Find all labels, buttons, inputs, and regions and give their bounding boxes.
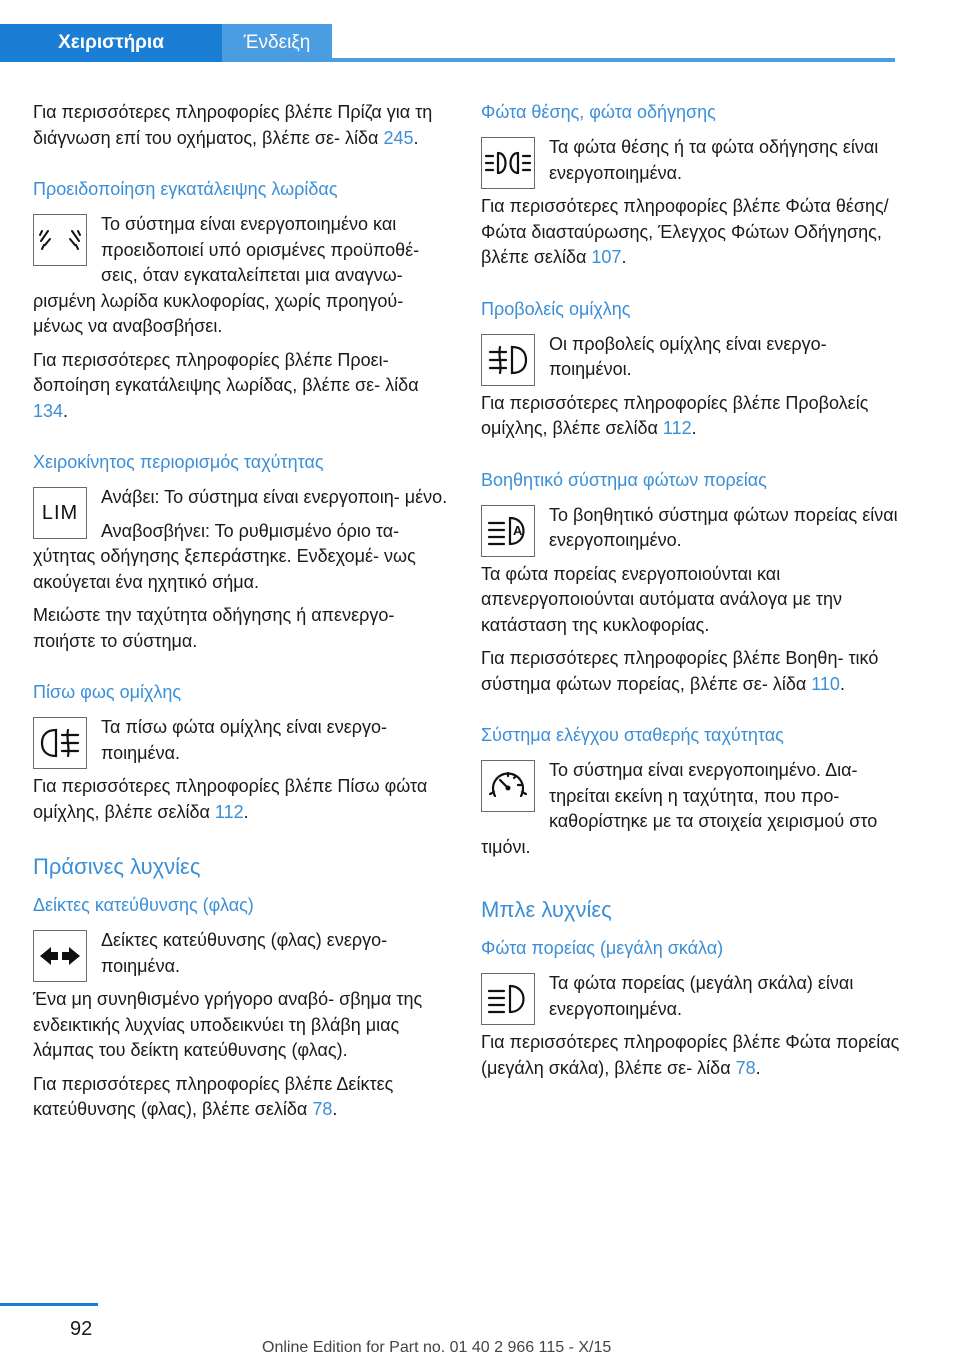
speed-limit-action: Μειώστε την ταχύτητα οδήγησης ή απενεργο‐ ποιήστε το σύστημα.	[33, 605, 395, 651]
turn-signal-more: Για περισσότερες πληροφορίες βλέπε Δείκτες κατεύθυνσης (φλας), βλέπε σελίδα 78.	[33, 1073, 394, 1119]
high-beam-more: Για περισσότερες πληροφορίες βλέπε Φώτα πορείας (μεγάλη σκάλα), βλέπε σε‐ λίδα 78.	[481, 1032, 900, 1078]
page-link[interactable]: 107	[591, 247, 622, 267]
left-column	[33, 100, 453, 1131]
front-fog-entry	[481, 332, 901, 391]
lim-icon: LIM	[33, 487, 87, 539]
high-beam-entry	[481, 971, 901, 1030]
speed-limit-title: Χειροκίνητος περιορισμός ταχύτητας	[33, 452, 324, 472]
green-lamps-heading: Πράσινες λυχνίες	[33, 854, 201, 879]
high-beam-assist-auto: Τα φώτα πορείας ενεργοποιούνται και απενεργοποιούνται αυτόματα ανάλογα με την κατάσταση της κυκλοφορίας.	[481, 563, 843, 635]
rear-fog-desc: Τα πίσω φώτα ομίχλης είναι ενεργο‐ ποιημένα.	[101, 717, 387, 763]
rear-fog-more: Για περισσότερες πληροφορίες βλέπε Πίσω φώτα ομίχλης, βλέπε σελίδα 112.	[33, 776, 428, 822]
blue-lamps-heading: Μπλε λυχνίες	[481, 897, 612, 922]
lane-departure-icon	[33, 214, 87, 266]
front-fog-more: Για περισσότερες πληροφορίες βλέπε Προβολείς ομίχλης, βλέπε σελίδα 112.	[481, 392, 869, 438]
page-link[interactable]: 78	[312, 1099, 333, 1119]
edition-footer: Online Edition for Part no. 01 40 2 966 115 - X/15	[262, 1339, 612, 1356]
turn-signal-fault: Ένα μη συνηθισμένο γρήγορο αναβό‐ σβημα της ενδεικτικής λυχνίας υποδεικνύει τη βλάβη μιας λάμπας του δείκτη κατεύθυνσης (φλας).	[33, 989, 423, 1060]
high-beam-assist-icon	[481, 505, 535, 557]
tab-indication[interactable]: Ένδειξη	[222, 24, 332, 62]
high-beam-icon	[481, 973, 535, 1025]
lane-warning-desc: Το σύστημα είναι ενεργοποιημένο και προειδοποιεί υπό ορισμένες προϋποθέ‐ σεις, όταν εγκαταλείπεται μια αναγνω‐ ρισμένη λωρίδα κυκλοφορίας, χωρίς προηγού‐ μένως να αναβοσβήσει.	[33, 214, 420, 336]
high-beam-assist-desc: Το βοηθητικό σύστημα φώτων πορείας είναι ενεργοποιημένο.	[549, 504, 898, 550]
lane-warning-entry	[33, 212, 453, 348]
position-lights-icon	[481, 137, 535, 189]
page-link[interactable]: 112	[662, 418, 692, 438]
tab-controls[interactable]: Χειριστήρια	[0, 24, 222, 62]
cruise-control-title: Σύστημα ελέγχου σταθερής ταχύτητας	[481, 725, 784, 745]
turn-signal-arrows-icon	[33, 930, 87, 982]
footer-divider	[0, 1303, 98, 1306]
high-beam-title: Φώτα πορείας (μεγάλη σκάλα)	[481, 938, 724, 958]
speed-limit-flash: Αναβοσβήνει: Το ρυθμισμένο όριο τα‐ χύτητας οδήγησης ξεπεράστηκε. Ενδεχομέ‐ νως ακούγεται ένα ηχητικό σήμα.	[33, 520, 416, 592]
rear-fog-light-icon	[33, 717, 87, 769]
position-lights-entry	[481, 135, 901, 194]
page-link[interactable]: 134	[33, 400, 64, 421]
lane-warning-title: Προειδοποίηση εγκατάλειψης λωρίδας	[33, 179, 338, 199]
cruise-control-icon	[481, 760, 535, 812]
intro-paragraph: Για περισσότερες πληροφορίες βλέπε Πρίζα για τη διάγνωση επί του οχήματος, βλέπε σε‐ λίδα 245.	[33, 102, 433, 148]
turn-signal-entry	[33, 928, 453, 987]
front-fog-title: Προβολείς ομίχλης	[481, 298, 631, 319]
header-bar	[0, 0, 895, 62]
cruise-control-desc: Το σύστημα είναι ενεργοποιημένο. Δια‐ τηρείται εκείνη η ταχύτητα, που προ‐ καθορίστηκε με τα στοιχεία χειρισμού στο τιμόνι.	[481, 760, 878, 857]
cruise-control-entry	[481, 758, 901, 868]
high-beam-assist-more: Για περισσότερες πληροφορίες βλέπε Βοηθη‐ τικό σύστημα φώτων πορείας, βλέπε σε‐ λίδα 110.	[481, 648, 879, 694]
page-link[interactable]: 245	[383, 127, 414, 148]
position-lights-more: Για περισσότερες πληροφορίες βλέπε Φώτα θέσης/Φώτα διασταύρωσης, Έλεγχος Φώτων Οδήγησης, βλέπε σελίδα 107.	[481, 196, 889, 267]
speed-limit-on: Ανάβει: Το σύστημα είναι ενεργοποιη‐ μένο.	[101, 487, 448, 507]
lane-warning-more: Για περισσότερες πληροφορίες βλέπε Προει‐ δοποίηση εγκατάλειψης λωρίδας, βλέπε σε‐ λίδα 134.	[33, 349, 419, 421]
turn-signal-desc: Δείκτες κατεύθυνσης (φλας) ενεργο‐ ποιημένα.	[101, 930, 388, 976]
front-fog-desc: Οι προβολείς ομίχλης είναι ενεργο‐ ποιημένοι.	[549, 333, 827, 379]
right-column	[481, 100, 901, 1089]
rear-fog-title: Πίσω φως ομίχλης	[33, 682, 182, 702]
turn-signal-title: Δείκτες κατεύθυνσης (φλας)	[33, 895, 254, 915]
position-lights-desc: Τα φώτα θέσης ή τα φώτα οδήγησης είναι ενεργοποιημένα.	[549, 137, 879, 183]
high-beam-assist-title: Βοηθητικό σύστημα φώτων πορείας	[481, 469, 767, 490]
speed-limit-entry	[33, 485, 453, 603]
high-beam-desc: Τα φώτα πορείας (μεγάλη σκάλα) είναι ενεργοποιημένα.	[549, 973, 854, 1019]
header-divider	[332, 58, 895, 62]
high-beam-assist-entry	[481, 503, 901, 562]
page-number: 92	[70, 1318, 93, 1340]
svg-text:A: A	[513, 522, 523, 538]
rear-fog-entry	[33, 715, 453, 774]
front-fog-light-icon	[481, 334, 535, 386]
page-link[interactable]: 78	[735, 1057, 756, 1078]
page-link[interactable]: 112	[214, 801, 244, 822]
page-link[interactable]: 110	[811, 673, 840, 694]
position-lights-title: Φώτα θέσης, φώτα οδήγησης	[481, 102, 716, 122]
